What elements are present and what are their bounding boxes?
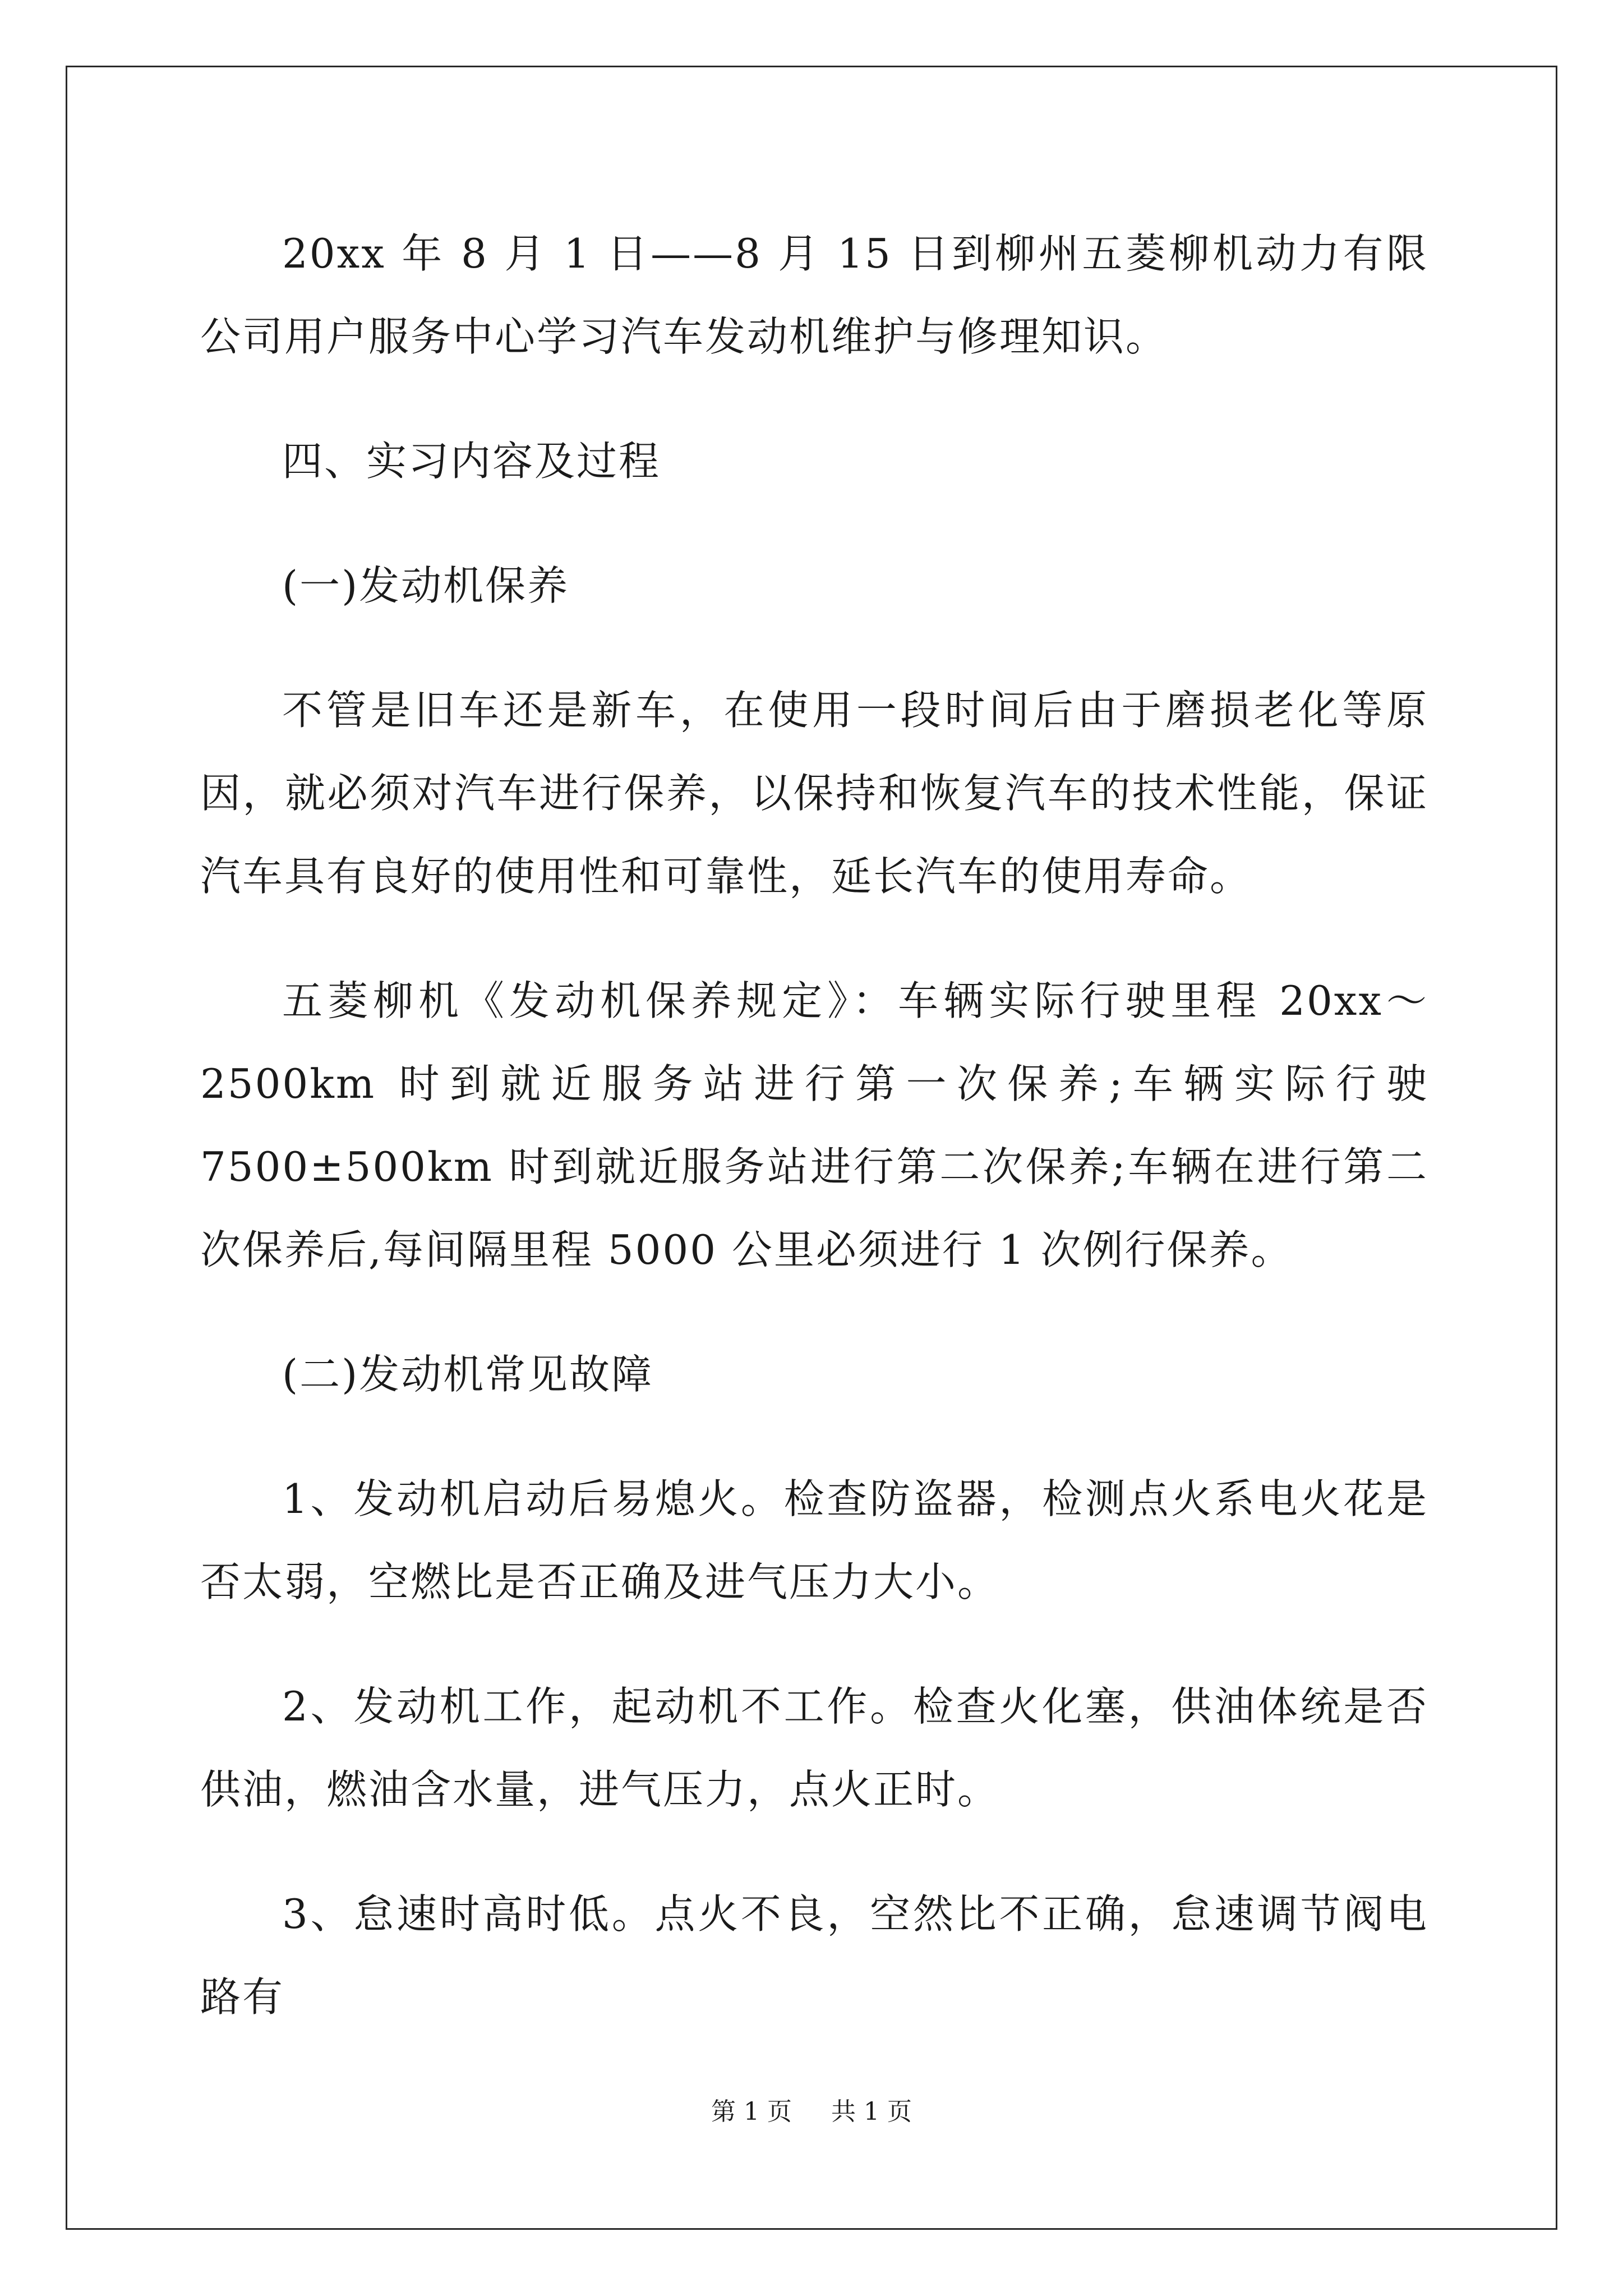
page-number: 第 1 页 (711, 2097, 792, 2126)
paragraph-fault-2: 2、发动机工作，起动机不工作。检查火化塞，供油体统是否供油，燃油含水量，进气压力，点火正时。 (200, 1683, 1428, 1813)
section-heading-internship-content: 四、实习内容及过程 (282, 438, 661, 485)
subheading-common-faults: (二)发动机常见故障 (282, 1351, 654, 1398)
paragraph-maintenance-rules: 五菱柳机《发动机保养规定》：车辆实际行驶里程 20xx～2500km 时到就近服务站进行第一次保养;车辆实际行驶 7500±500km 时到就近服务站进行第二次保养;车辆在进行第二次保养后,每间隔里程 5000 公里必须进行 1 次例行保养。 (200, 977, 1428, 1273)
page-total: 共 1 页 (831, 2097, 912, 2126)
paragraph-training-period: 20xx 年 8 月 1 日——8 月 15 日到柳州五菱柳机动力有限公司用户服务中心学习汽车发动机维护与修理知识。 (200, 230, 1428, 360)
paragraph-maintenance-purpose: 不管是旧车还是新车，在使用一段时间后由于磨损老化等原因，就必须对汽车进行保养，以保持和恢复汽车的技术性能，保证汽车具有良好的使用性和可靠性，延长汽车的使用寿命。 (200, 687, 1428, 900)
document-body (200, 212, 1428, 2080)
subheading-engine-maintenance: (一)发动机保养 (282, 562, 570, 609)
paragraph-fault-1: 1、发动机启动后易熄火。检查防盗器，检测点火系电火花是否太弱，空燃比是否正确及进气压力大小。 (200, 1475, 1428, 1605)
paragraph-fault-3: 3、怠速时高时低。点火不良，空然比不正确，怠速调节阀电路有 (200, 1890, 1428, 2021)
page-footer (0, 2091, 1623, 2127)
